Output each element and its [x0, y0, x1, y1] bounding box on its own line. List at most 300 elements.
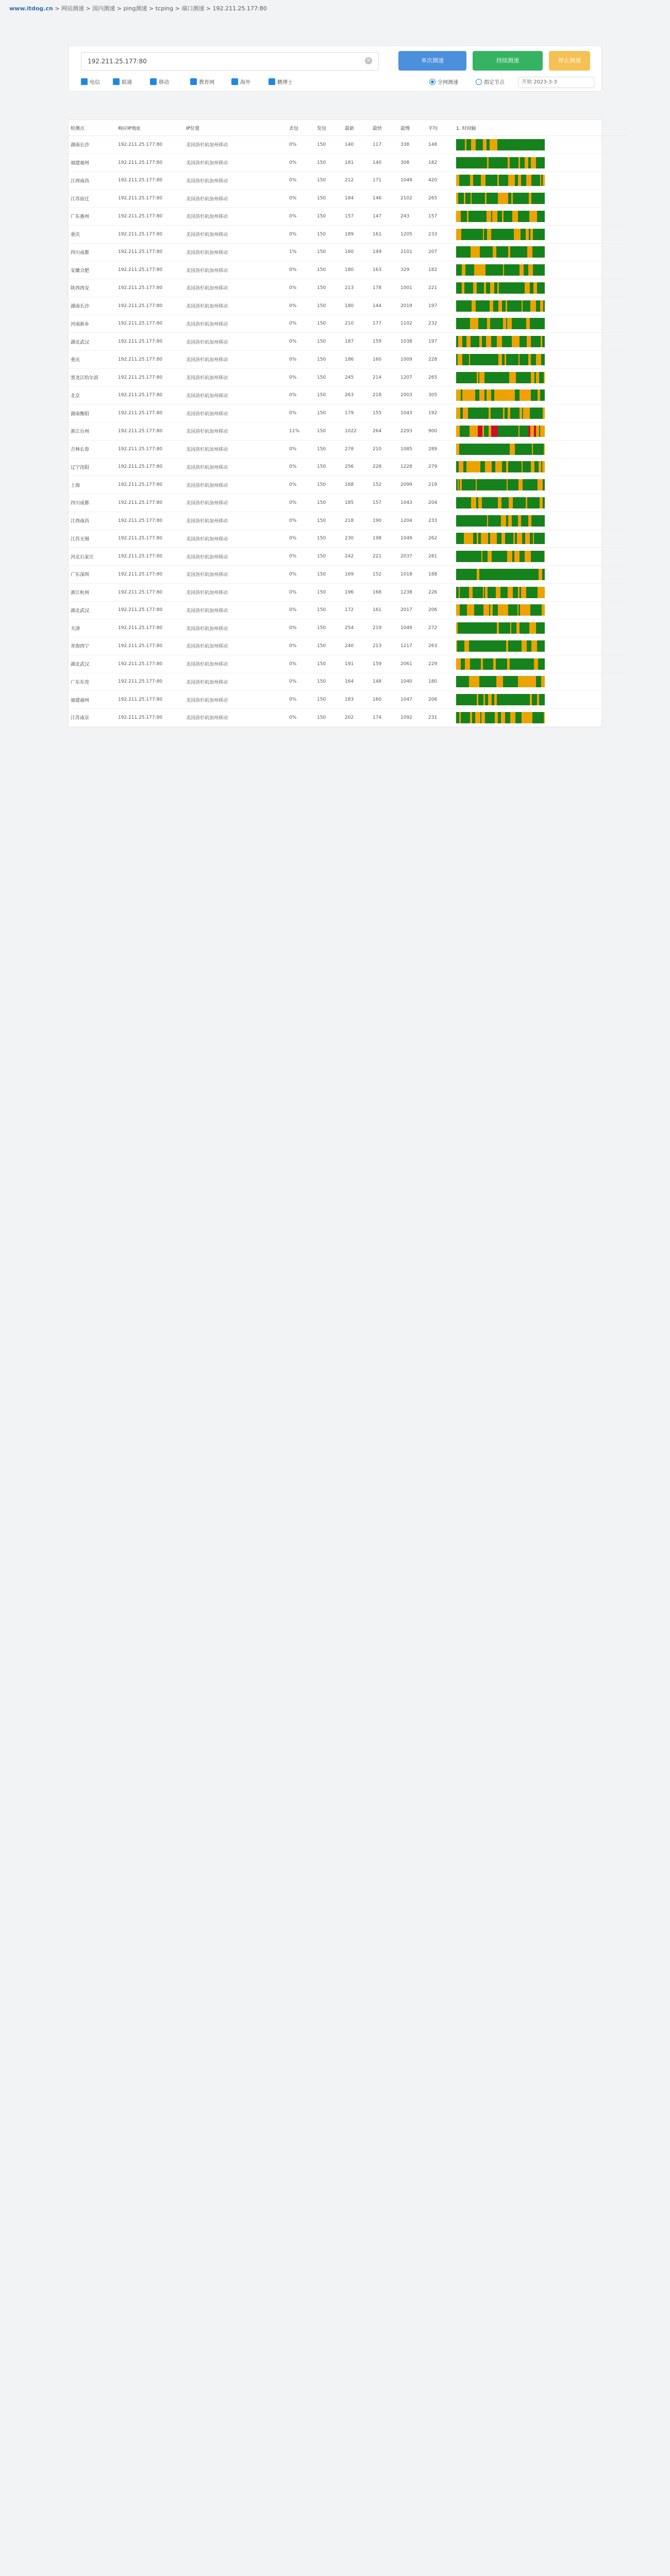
timeline-bar	[456, 246, 545, 258]
timeline-segment	[544, 354, 545, 365]
breadcrumb-item-4[interactable]: 端口测速	[181, 5, 205, 12]
loss-cell	[287, 243, 315, 261]
timeline-segment	[543, 640, 545, 652]
timeline-segment	[469, 569, 474, 580]
timeline-segment	[463, 604, 467, 616]
timeline-cell	[454, 637, 627, 655]
min-cell	[371, 261, 398, 279]
col-last[interactable]: 最新	[343, 120, 371, 136]
avg-cell	[426, 154, 454, 172]
sent-cell	[315, 458, 343, 476]
col-ip[interactable]: 响应IP地址	[116, 120, 184, 136]
ip-cell-value: 192.211.25.177:80	[118, 571, 163, 577]
timeline-segment	[544, 551, 545, 562]
last-cell-value: 254	[345, 625, 354, 631]
node-cell	[69, 154, 116, 172]
timeline-segment	[541, 282, 544, 294]
avg-cell	[426, 440, 454, 458]
timeline-segment	[490, 318, 495, 329]
max-cell-value: 1049	[400, 625, 412, 631]
avg-cell-value: 221	[428, 285, 438, 291]
min-cell	[371, 458, 398, 476]
ip-cell-value: 192.211.25.177:80	[118, 303, 163, 309]
avg-cell-value: 265	[428, 375, 438, 380]
ip-cell-value: 192.211.25.177:80	[118, 661, 163, 667]
timeline-segment	[490, 139, 495, 150]
avg-cell	[426, 709, 454, 727]
min-cell	[371, 494, 398, 512]
ip-cell	[116, 333, 184, 351]
timeline-segment	[527, 640, 531, 652]
timeline-segment	[531, 461, 534, 472]
sent-cell	[315, 333, 343, 351]
timeline-segment	[470, 622, 475, 634]
timeline-segment	[469, 282, 473, 294]
timeline-segment	[470, 372, 474, 383]
timeline-segment	[534, 533, 538, 544]
timeline-segment	[459, 444, 463, 455]
loss-cell-value: 0%	[289, 375, 297, 380]
timeline-bar	[456, 479, 545, 490]
date-value: 2023-3-3	[533, 79, 557, 85]
timeline-segment	[472, 300, 476, 312]
checkbox-icon[interactable]	[113, 78, 120, 85]
location-cell	[184, 136, 287, 154]
min-cell	[371, 709, 398, 727]
control-panel	[68, 45, 602, 92]
timeline-segment	[544, 515, 545, 527]
last-cell-value: 189	[345, 231, 354, 237]
ip-cell	[116, 422, 184, 440]
sent-cell	[315, 440, 343, 458]
node-cell	[69, 297, 116, 315]
filter-unicom[interactable]	[113, 78, 132, 88]
timeline-segment	[478, 264, 483, 276]
loss-cell-value: 0%	[289, 231, 297, 237]
ip-cell-value: 192.211.25.177:80	[118, 428, 163, 434]
location-cell-value: 美国洛杉矶加州移动	[186, 232, 228, 238]
loss-cell-value: 0%	[289, 679, 297, 685]
avg-cell-value: 207	[428, 249, 438, 255]
last-cell-value: 202	[345, 715, 354, 720]
timeline-segment	[504, 694, 507, 705]
timeline-segment	[508, 461, 513, 472]
timeline-cell	[454, 136, 627, 154]
timeline-segment	[484, 622, 488, 634]
filter-telecom[interactable]	[81, 78, 100, 88]
node-name: 湖南长沙	[71, 143, 90, 148]
timeline-segment	[508, 640, 513, 652]
table-row	[69, 673, 627, 691]
max-cell	[398, 440, 426, 458]
timeline-segment	[513, 139, 518, 150]
timeline-segment	[500, 694, 504, 705]
avg-cell-value: 900	[428, 428, 438, 434]
loss-cell-value: 0%	[289, 411, 297, 416]
max-cell-value: 2061	[400, 661, 412, 667]
last-cell-value: 230	[345, 536, 354, 541]
timeline-segment	[475, 712, 480, 723]
node-name: 广东惠州	[71, 214, 90, 220]
ip-cell	[116, 279, 184, 297]
location-cell-value: 美国洛杉矶加州移动	[186, 429, 228, 435]
max-cell-value: 1205	[400, 231, 412, 237]
last-cell	[343, 190, 371, 208]
timeline-segment	[505, 569, 509, 580]
timeline-segment	[516, 658, 521, 670]
timeline-segment	[466, 461, 471, 472]
ip-cell-value: 192.211.25.177:80	[118, 267, 163, 273]
radio-icon[interactable]	[476, 79, 482, 85]
timeline-bar	[456, 497, 545, 509]
loss-cell-value: 0%	[289, 661, 297, 667]
ip-cell	[116, 673, 184, 691]
max-cell	[398, 637, 426, 655]
timeline-segment	[459, 569, 464, 580]
timeline-segment	[473, 533, 477, 544]
min-cell	[371, 136, 398, 154]
col-location[interactable]: IP位置	[184, 120, 287, 136]
location-cell	[184, 601, 287, 619]
last-cell	[343, 351, 371, 369]
table-row	[69, 548, 627, 566]
avg-cell-value: 289	[428, 446, 438, 452]
timeline-segment	[537, 139, 541, 150]
timeline-segment	[530, 408, 533, 419]
node-cell	[69, 566, 116, 584]
node-name: 湖北武汉	[71, 608, 90, 614]
search-input[interactable]	[87, 53, 357, 70]
location-cell	[184, 422, 287, 440]
last-cell-value: 240	[345, 643, 354, 649]
last-cell	[343, 225, 371, 243]
timeline-segment	[526, 587, 530, 598]
sent-cell-value: 150	[317, 213, 326, 219]
breadcrumb-item-1[interactable]: 国内测速	[92, 5, 115, 12]
loss-cell	[287, 494, 315, 512]
loss-cell-value: 0%	[289, 357, 297, 362]
timeline-segment	[540, 515, 544, 527]
timeline-segment	[525, 444, 529, 455]
sent-cell-value: 150	[317, 428, 326, 434]
single-test-button[interactable]: 单次测速	[398, 51, 466, 71]
timeline-segment	[520, 551, 525, 562]
mode-node[interactable]	[476, 78, 505, 88]
sent-cell	[315, 154, 343, 172]
timeline-segment	[506, 139, 509, 150]
location-cell-value: 美国洛杉矶加州移动	[186, 447, 228, 453]
min-cell-value: 155	[373, 411, 382, 416]
breadcrumb-item-0[interactable]: 网站测速	[61, 5, 85, 12]
sent-cell	[315, 208, 343, 226]
node-name: 北京	[71, 393, 80, 399]
avg-cell	[426, 261, 454, 279]
breadcrumb-sep: >	[116, 5, 122, 12]
timeline-segment	[478, 587, 483, 598]
loss-cell	[287, 333, 315, 351]
timeline-segment	[471, 408, 476, 419]
node-name: 陕西西安	[71, 286, 90, 292]
ip-cell	[116, 315, 184, 333]
last-cell	[343, 422, 371, 440]
sent-cell	[315, 351, 343, 369]
node-cell	[69, 583, 116, 601]
timeline-segment	[520, 497, 524, 509]
max-cell-value: 1040	[400, 679, 412, 685]
timeline-segment	[465, 300, 468, 312]
location-cell	[184, 404, 287, 422]
ip-cell-value: 192.211.25.177:80	[118, 160, 163, 165]
timeline-segment	[485, 264, 490, 276]
col-avg[interactable]: 平均	[426, 120, 454, 136]
avg-cell-value: 305	[428, 393, 438, 398]
location-cell-value: 美国洛杉矶加州移动	[186, 501, 228, 506]
timeline-segment	[540, 426, 544, 437]
timeline-bar	[456, 587, 545, 598]
timeline-segment	[492, 461, 495, 472]
breadcrumb-sep: >	[55, 5, 60, 12]
ip-cell	[116, 637, 184, 655]
timeline-segment	[514, 551, 520, 562]
loss-cell-value: 0%	[289, 571, 297, 577]
min-cell	[371, 583, 398, 601]
timeline-segment	[456, 282, 460, 294]
avg-cell	[426, 476, 454, 494]
avg-cell-value: 265	[428, 196, 438, 201]
timeline-segment	[525, 408, 530, 419]
timeline-segment	[465, 676, 469, 687]
avg-cell-value: 182	[428, 267, 438, 273]
timeline-segment	[488, 694, 492, 705]
ip-cell-value: 192.211.25.177:80	[118, 518, 163, 523]
avg-cell	[426, 512, 454, 530]
avg-cell-value: 228	[428, 357, 438, 362]
mode-label: 全网测速	[438, 80, 458, 86]
checkbox-icon[interactable]	[150, 78, 157, 85]
loss-cell-value: 0%	[289, 213, 297, 219]
loss-cell-value: 0%	[289, 339, 297, 345]
timeline-segment	[526, 139, 531, 150]
timeline-segment	[463, 408, 468, 419]
timeline-bar	[456, 175, 545, 186]
sent-cell	[315, 619, 343, 637]
timeline-segment	[525, 282, 530, 294]
col-max[interactable]: 最慢	[398, 120, 426, 136]
stop-test-button[interactable]: 停止测速	[549, 51, 590, 71]
avg-cell	[426, 315, 454, 333]
node-name: 江西南昌	[71, 519, 90, 524]
timeline-segment	[498, 157, 503, 168]
avg-cell	[426, 637, 454, 655]
last-cell	[343, 548, 371, 566]
timeline-segment	[521, 229, 526, 240]
timeline-segment	[505, 229, 510, 240]
avg-cell	[426, 619, 454, 637]
timeline-segment	[478, 157, 482, 168]
timeline-segment	[531, 139, 534, 150]
timeline-segment	[518, 211, 522, 222]
loss-cell	[287, 154, 315, 172]
timeline-segment	[511, 264, 515, 276]
timeline-segment	[531, 157, 536, 168]
sent-cell-value: 150	[317, 178, 326, 183]
timeline-segment	[457, 229, 461, 240]
timeline-segment	[476, 515, 480, 527]
site-logo[interactable]: www.itdog.cn	[9, 5, 53, 12]
timeline-segment	[515, 389, 520, 401]
timeline-segment	[460, 587, 464, 598]
filter-edu[interactable]	[190, 78, 214, 88]
node-name: 湖南长沙	[71, 304, 90, 310]
location-cell-value: 美国洛杉矶加州移动	[186, 554, 228, 560]
max-cell	[398, 351, 426, 369]
timeline-segment	[466, 336, 471, 347]
timeline-segment	[459, 461, 463, 472]
filter-mobile[interactable]	[150, 78, 169, 88]
last-cell-value: 185	[345, 500, 354, 505]
max-cell	[398, 512, 426, 530]
filter-drpeng[interactable]	[269, 78, 293, 88]
timeline-segment	[530, 282, 533, 294]
timeline-bar	[456, 461, 545, 472]
timeline-segment	[471, 461, 475, 472]
node-cell	[69, 225, 116, 243]
min-cell	[371, 512, 398, 530]
last-cell-value: 213	[345, 285, 354, 291]
timeline-segment	[512, 246, 517, 258]
timeline-segment	[493, 157, 498, 168]
min-cell-value: 149	[373, 249, 382, 255]
timeline-bar	[456, 551, 545, 562]
sent-cell	[315, 243, 343, 261]
timeline-segment	[482, 551, 488, 562]
min-cell	[371, 691, 398, 709]
timeline-segment	[472, 229, 477, 240]
timeline-segment	[503, 157, 507, 168]
loss-cell-value: 0%	[289, 178, 297, 183]
col-min[interactable]: 最快	[371, 120, 398, 136]
timeline-segment	[501, 515, 506, 527]
timeline-segment	[456, 389, 461, 401]
checkbox-icon[interactable]	[190, 78, 197, 85]
timeline-segment	[529, 712, 532, 723]
timeline-segment	[479, 569, 484, 580]
min-cell-value: 117	[373, 142, 382, 147]
sent-cell	[315, 673, 343, 691]
timeline-segment	[490, 264, 494, 276]
checkbox-icon[interactable]	[269, 78, 275, 85]
location-cell	[184, 333, 287, 351]
max-cell	[398, 422, 426, 440]
node-name: 湖北武汉	[71, 340, 90, 345]
avg-cell	[426, 136, 454, 154]
location-cell-value: 美国洛杉矶加州移动	[186, 698, 228, 703]
timeline-segment	[470, 694, 473, 705]
start-date-field[interactable]	[518, 77, 594, 88]
timeline-segment	[524, 694, 527, 705]
breadcrumb-item-3[interactable]: tcping	[155, 5, 174, 12]
timeline-segment	[483, 604, 488, 616]
clear-icon[interactable]: ✕	[365, 57, 372, 64]
col-loss[interactable]: 丢包	[287, 120, 315, 136]
ip-cell-value: 192.211.25.177:80	[118, 357, 163, 362]
timeline-segment	[456, 658, 461, 670]
location-cell	[184, 566, 287, 584]
node-cell	[69, 601, 116, 619]
timeline-bar	[456, 300, 545, 312]
min-cell	[371, 637, 398, 655]
checkbox-icon[interactable]	[231, 78, 238, 85]
loss-cell-value: 0%	[289, 715, 297, 720]
timeline-bar	[456, 658, 545, 670]
last-cell	[343, 297, 371, 315]
avg-cell-value: 263	[428, 643, 438, 649]
timeline-segment	[492, 175, 497, 186]
loss-cell	[287, 566, 315, 584]
min-cell	[371, 172, 398, 190]
timeline-segment	[469, 676, 474, 687]
node-name: 吉林长春	[71, 447, 90, 453]
timeline-segment	[539, 264, 543, 276]
timeline-segment	[501, 712, 505, 723]
table-row	[69, 494, 627, 512]
timeline-segment	[544, 372, 545, 383]
timeline-segment	[505, 389, 509, 401]
radio-icon[interactable]	[429, 79, 435, 85]
filter-overseas[interactable]	[231, 78, 250, 88]
col-node[interactable]: 检测点	[69, 120, 116, 136]
ip-cell	[116, 440, 184, 458]
checkbox-icon[interactable]	[81, 78, 88, 85]
max-cell-value: 1018	[400, 571, 412, 577]
timeline-segment	[533, 336, 538, 347]
timeline-segment	[493, 604, 497, 616]
timeline-cell	[454, 261, 627, 279]
loss-cell	[287, 583, 315, 601]
timeline-segment	[512, 157, 516, 168]
continuous-test-button[interactable]: 持续测速	[473, 51, 543, 71]
loss-cell-value: 0%	[289, 625, 297, 631]
avg-cell	[426, 297, 454, 315]
location-cell	[184, 208, 287, 226]
timeline-bar	[456, 444, 545, 455]
avg-cell	[426, 333, 454, 351]
breadcrumb-sep: >	[148, 5, 154, 12]
timeline-cell	[454, 404, 627, 422]
col-sent[interactable]: 发包	[315, 120, 343, 136]
location-cell-value: 美国洛杉矶加州移动	[186, 716, 228, 721]
last-cell-value: 256	[345, 464, 354, 470]
mode-all[interactable]	[429, 78, 458, 88]
location-cell	[184, 512, 287, 530]
breadcrumb-item-2[interactable]: ping测速	[123, 5, 147, 12]
loss-cell	[287, 351, 315, 369]
last-cell-value: 183	[345, 697, 354, 703]
timeline-segment	[536, 622, 540, 634]
timeline-segment	[538, 587, 542, 598]
min-cell-value: 159	[373, 339, 382, 345]
max-cell-value: 1228	[400, 464, 412, 470]
loss-cell-value: 1%	[289, 249, 297, 255]
timeline-segment	[469, 587, 473, 598]
timeline-segment	[543, 157, 545, 168]
avg-cell-value: 157	[428, 213, 438, 219]
timeline-segment	[464, 282, 469, 294]
ip-cell-value: 192.211.25.177:80	[118, 643, 163, 649]
search-box[interactable]	[81, 52, 379, 71]
timeline-segment	[466, 246, 471, 258]
timeline-segment	[530, 318, 535, 329]
